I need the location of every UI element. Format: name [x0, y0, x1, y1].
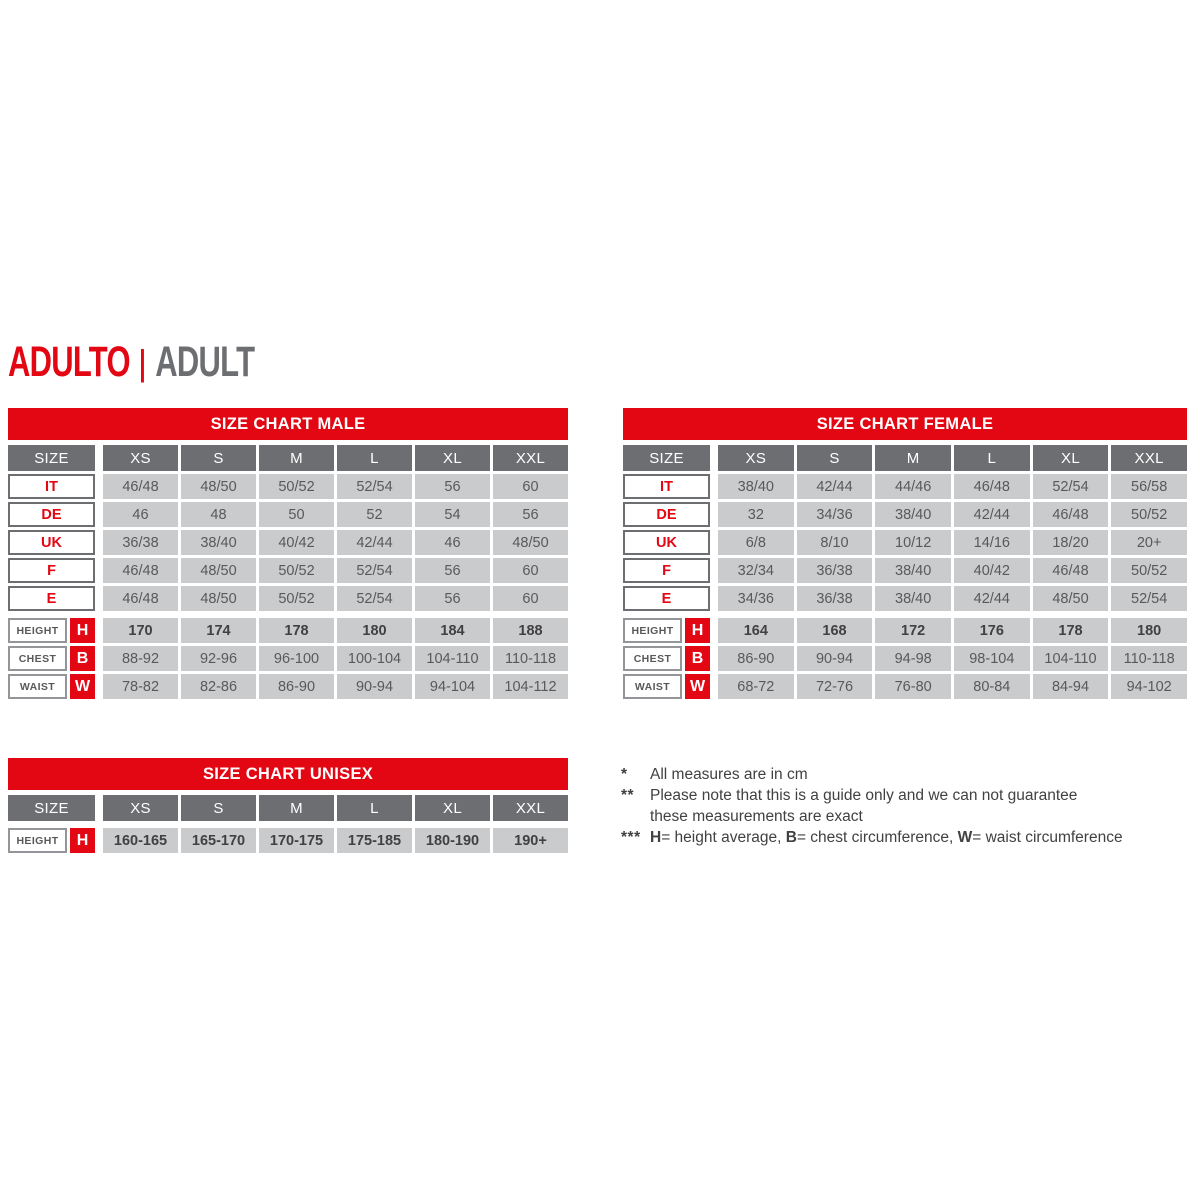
size-value-cell: 40/42 — [954, 558, 1030, 583]
size-value-cell: 6/8 — [718, 530, 794, 555]
measure-label-chest — [623, 646, 710, 671]
male-size-row-e — [8, 586, 568, 611]
size-value-cell: 8/10 — [797, 530, 873, 555]
measure-label-height — [623, 618, 710, 643]
footnote-marker: *** — [621, 829, 641, 846]
column-header-xl: XL — [1033, 445, 1109, 471]
measure-code-h: H — [70, 618, 95, 643]
size-value-cell: 38/40 — [875, 558, 951, 583]
row-label-f: F — [8, 558, 95, 583]
footnote-line — [621, 785, 1200, 806]
male-column-header-row — [8, 445, 568, 471]
measure-label-height — [8, 828, 95, 853]
footnote-key-letter: W — [957, 829, 973, 846]
measure-value-cell: 68-72 — [718, 674, 794, 699]
size-value-cell: 38/40 — [718, 474, 794, 499]
row-label-uk: UK — [623, 530, 710, 555]
measure-value-cell: 190+ — [493, 828, 568, 853]
measure-value-cell: 80-84 — [954, 674, 1030, 699]
size-value-cell: 42/44 — [954, 586, 1030, 611]
measure-name-chest: CHEST — [8, 646, 67, 671]
measure-value-cell: 110-118 — [493, 646, 568, 671]
measure-value-cell: 92-96 — [181, 646, 256, 671]
column-header-s: S — [181, 445, 256, 471]
footnote-segment: Please note that this is a guide only and we can not guarantee — [650, 787, 1078, 804]
size-value-cell: 50/52 — [1111, 502, 1187, 527]
measure-name-waist: WAIST — [623, 674, 682, 699]
measure-code-w: W — [70, 674, 95, 699]
size-value-cell: 36/38 — [103, 530, 178, 555]
unisex-measure-row-height — [8, 828, 568, 853]
size-value-cell: 34/36 — [718, 586, 794, 611]
female-measure-block — [623, 618, 1187, 699]
column-header-xl: XL — [415, 795, 490, 821]
column-header-m: M — [875, 445, 951, 471]
size-value-cell: 60 — [493, 474, 568, 499]
male-chart-title-bar — [8, 408, 568, 440]
measure-value-cell: 72-76 — [797, 674, 873, 699]
row-label-de: DE — [623, 502, 710, 527]
measure-value-cell: 88-92 — [103, 646, 178, 671]
measure-value-cell: 180 — [1111, 618, 1187, 643]
measure-value-cell: 178 — [259, 618, 334, 643]
page-title-english: ADULT — [155, 338, 255, 386]
size-value-cell: 38/40 — [875, 502, 951, 527]
measure-value-cell: 98-104 — [954, 646, 1030, 671]
size-value-cell: 42/44 — [797, 474, 873, 499]
row-label-de: DE — [8, 502, 95, 527]
measure-value-cell: 104-110 — [1033, 646, 1109, 671]
footnote-text — [650, 764, 1200, 785]
column-header-xs: XS — [103, 445, 178, 471]
measure-value-cell: 86-90 — [259, 674, 334, 699]
measure-value-cell: 100-104 — [337, 646, 412, 671]
measure-value-cell: 86-90 — [718, 646, 794, 671]
measure-value-cell: 94-102 — [1111, 674, 1187, 699]
measure-value-cell: 168 — [797, 618, 873, 643]
size-value-cell: 60 — [493, 586, 568, 611]
size-value-cell: 38/40 — [181, 530, 256, 555]
male-measure-row-chest — [8, 646, 568, 671]
measure-name-height: HEIGHT — [623, 618, 682, 643]
size-value-cell: 18/20 — [1033, 530, 1109, 555]
measure-value-cell: 164 — [718, 618, 794, 643]
footnote-marker: ** — [621, 787, 635, 804]
size-value-cell: 52/54 — [1111, 586, 1187, 611]
measure-label-waist — [8, 674, 95, 699]
chart-title: SIZE CHART UNISEX — [202, 764, 374, 783]
female-size-row-it — [623, 474, 1187, 499]
size-value-cell: 52/54 — [337, 558, 412, 583]
size-value-cell: 60 — [493, 558, 568, 583]
female-measure-row-chest — [623, 646, 1187, 671]
male-size-row-it — [8, 474, 568, 499]
column-header-l: L — [954, 445, 1030, 471]
column-header-xl: XL — [415, 445, 490, 471]
size-value-cell: 52 — [337, 502, 412, 527]
measure-label-chest — [8, 646, 95, 671]
measure-value-cell: 82-86 — [181, 674, 256, 699]
size-value-cell: 56 — [415, 558, 490, 583]
size-value-cell: 46/48 — [103, 558, 178, 583]
chart-title: SIZE CHART MALE — [210, 414, 366, 433]
female-measure-row-height — [623, 618, 1187, 643]
measure-value-cell: 104-110 — [415, 646, 490, 671]
measure-code-w: W — [685, 674, 710, 699]
size-value-cell: 10/12 — [875, 530, 951, 555]
measure-label-waist — [623, 674, 710, 699]
unisex-chart-title-bar — [8, 758, 568, 790]
measure-value-cell: 160-165 — [103, 828, 178, 853]
size-chart-male-table — [8, 408, 568, 702]
size-value-cell: 46 — [415, 530, 490, 555]
size-value-cell: 20+ — [1111, 530, 1187, 555]
size-value-cell: 54 — [415, 502, 490, 527]
row-label-it: IT — [623, 474, 710, 499]
size-value-cell: 56 — [415, 586, 490, 611]
measure-value-cell: 170 — [103, 618, 178, 643]
column-header-xxl: XXL — [493, 795, 568, 821]
size-value-cell: 42/44 — [954, 502, 1030, 527]
measure-value-cell: 184 — [415, 618, 490, 643]
size-value-cell: 52/54 — [337, 586, 412, 611]
row-label-uk: UK — [8, 530, 95, 555]
column-header-s: S — [797, 445, 873, 471]
size-value-cell: 46 — [103, 502, 178, 527]
measure-code-b: B — [70, 646, 95, 671]
male-size-row-de — [8, 502, 568, 527]
measure-value-cell: 90-94 — [797, 646, 873, 671]
column-header-m: M — [259, 795, 334, 821]
footnote-line — [621, 764, 1200, 785]
footnote-segment: = waist circumference — [972, 829, 1123, 846]
size-value-cell: 34/36 — [797, 502, 873, 527]
title-separator: | — [137, 341, 148, 383]
column-header-xs: XS — [103, 795, 178, 821]
size-value-cell: 36/38 — [797, 586, 873, 611]
size-value-cell: 48 — [181, 502, 256, 527]
male-size-row-uk — [8, 530, 568, 555]
footnote-line — [621, 806, 1200, 827]
measure-value-cell: 178 — [1033, 618, 1109, 643]
measure-name-chest: CHEST — [623, 646, 682, 671]
column-header-xs: XS — [718, 445, 794, 471]
size-value-cell: 44/46 — [875, 474, 951, 499]
measure-name-waist: WAIST — [8, 674, 67, 699]
column-header-s: S — [181, 795, 256, 821]
size-value-cell: 46/48 — [103, 474, 178, 499]
measure-value-cell: 96-100 — [259, 646, 334, 671]
unisex-column-header-row — [8, 795, 568, 821]
measure-value-cell: 165-170 — [181, 828, 256, 853]
size-value-cell: 46/48 — [954, 474, 1030, 499]
female-chart-title-bar — [623, 408, 1187, 440]
footnotes — [621, 764, 1200, 848]
measure-code-h: H — [685, 618, 710, 643]
female-column-header-row — [623, 445, 1187, 471]
measure-value-cell: 90-94 — [337, 674, 412, 699]
size-value-cell: 40/42 — [259, 530, 334, 555]
size-value-cell: 32 — [718, 502, 794, 527]
female-size-row-de — [623, 502, 1187, 527]
size-chart-unisex-table — [8, 758, 568, 856]
size-value-cell: 56 — [493, 502, 568, 527]
measure-name-height: HEIGHT — [8, 828, 67, 853]
footnote-key-letter: B — [785, 829, 797, 846]
size-value-cell: 14/16 — [954, 530, 1030, 555]
female-size-row-e — [623, 586, 1187, 611]
measure-value-cell: 104-112 — [493, 674, 568, 699]
size-value-cell: 48/50 — [181, 558, 256, 583]
measure-name-height: HEIGHT — [8, 618, 67, 643]
measure-value-cell: 180 — [337, 618, 412, 643]
measure-value-cell: 76-80 — [875, 674, 951, 699]
column-header-l: L — [337, 795, 412, 821]
footnote-segment: = chest circumference, — [796, 829, 958, 846]
size-value-cell: 48/50 — [493, 530, 568, 555]
measure-value-cell: 110-118 — [1111, 646, 1187, 671]
female-size-row-uk — [623, 530, 1187, 555]
measure-value-cell: 172 — [875, 618, 951, 643]
footnote-segment: these measurements are exact — [650, 808, 863, 825]
column-header-xxl: XXL — [1111, 445, 1187, 471]
size-value-cell: 50/52 — [1111, 558, 1187, 583]
measure-value-cell: 175-185 — [337, 828, 412, 853]
row-label-f: F — [623, 558, 710, 583]
measure-value-cell: 174 — [181, 618, 256, 643]
male-measure-row-waist — [8, 674, 568, 699]
size-value-cell: 46/48 — [1033, 558, 1109, 583]
chart-title: SIZE CHART FEMALE — [816, 414, 994, 433]
measure-value-cell: 94-104 — [415, 674, 490, 699]
size-corner-header: SIZE — [8, 795, 95, 821]
footnote-marker: * — [621, 766, 628, 783]
size-value-cell: 48/50 — [181, 474, 256, 499]
size-value-cell: 52/54 — [337, 474, 412, 499]
size-value-cell: 50/52 — [259, 558, 334, 583]
column-header-xxl: XXL — [493, 445, 568, 471]
row-label-e: E — [623, 586, 710, 611]
size-value-cell: 42/44 — [337, 530, 412, 555]
footnote-text — [650, 785, 1200, 806]
male-measure-block — [8, 618, 568, 699]
size-chart-female-table — [623, 408, 1187, 702]
measure-label-height — [8, 618, 95, 643]
measure-code-b: B — [685, 646, 710, 671]
footnote-text — [650, 827, 1200, 848]
size-corner-header: SIZE — [623, 445, 710, 471]
male-size-row-f — [8, 558, 568, 583]
measure-value-cell: 176 — [954, 618, 1030, 643]
footnote-line — [621, 827, 1200, 848]
measure-value-cell: 84-94 — [1033, 674, 1109, 699]
size-value-cell: 32/34 — [718, 558, 794, 583]
size-value-cell: 46/48 — [1033, 502, 1109, 527]
size-value-cell: 52/54 — [1033, 474, 1109, 499]
measure-value-cell: 180-190 — [415, 828, 490, 853]
unisex-measure-block — [8, 828, 568, 853]
measure-value-cell: 78-82 — [103, 674, 178, 699]
page-title-italian: ADULTO — [8, 338, 130, 386]
size-value-cell: 36/38 — [797, 558, 873, 583]
footnote-key-letter: H — [650, 829, 662, 846]
column-header-m: M — [259, 445, 334, 471]
row-label-it: IT — [8, 474, 95, 499]
row-label-e: E — [8, 586, 95, 611]
size-corner-header: SIZE — [8, 445, 95, 471]
size-value-cell: 50/52 — [259, 474, 334, 499]
column-header-l: L — [337, 445, 412, 471]
female-size-row-f — [623, 558, 1187, 583]
size-value-cell: 48/50 — [181, 586, 256, 611]
size-value-cell: 46/48 — [103, 586, 178, 611]
footnote-text — [650, 806, 1200, 827]
male-measure-row-height — [8, 618, 568, 643]
measure-value-cell: 188 — [493, 618, 568, 643]
footnote-segment: = height average, — [661, 829, 786, 846]
female-measure-row-waist — [623, 674, 1187, 699]
size-value-cell: 56/58 — [1111, 474, 1187, 499]
page-title — [8, 338, 255, 386]
measure-code-h: H — [70, 828, 95, 853]
size-value-cell: 56 — [415, 474, 490, 499]
measure-value-cell: 170-175 — [259, 828, 334, 853]
footnote-marker — [621, 806, 650, 827]
size-value-cell: 50/52 — [259, 586, 334, 611]
size-value-cell: 50 — [259, 502, 334, 527]
footnote-segment: All measures are in cm — [650, 766, 808, 783]
size-value-cell: 48/50 — [1033, 586, 1109, 611]
measure-value-cell: 94-98 — [875, 646, 951, 671]
size-value-cell: 38/40 — [875, 586, 951, 611]
